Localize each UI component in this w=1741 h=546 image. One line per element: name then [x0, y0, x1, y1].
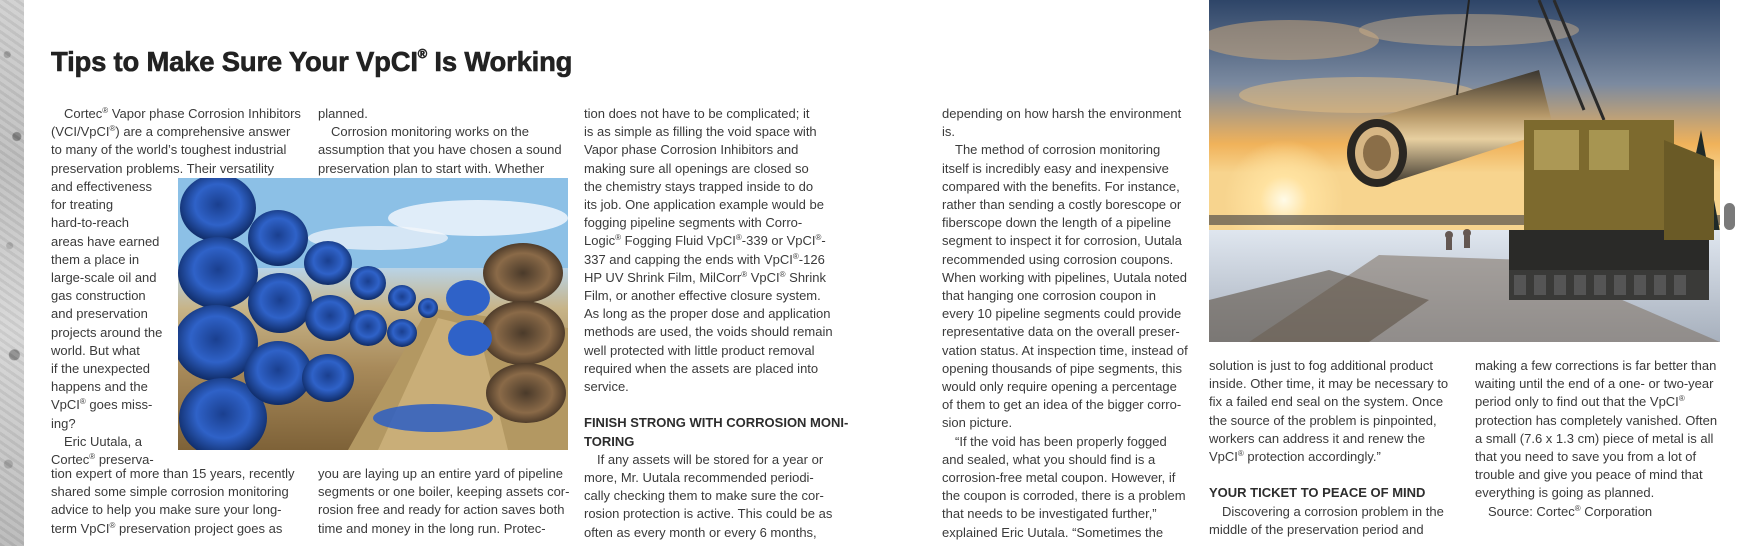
text-line: preservation plan to start with. Whether: [318, 160, 545, 176]
text-line: explained Eric Uutala. “Sometimes the: [942, 524, 1164, 540]
section-heading: TORING: [584, 433, 635, 449]
text-line: As long as the proper dose and application: [584, 306, 831, 322]
text-line: segment to inspect it for corrosion, Uutala: [942, 233, 1182, 249]
text-line: making a few corrections is far better than: [1475, 358, 1717, 373]
text-line: every 10 pipeline segments could provide: [942, 306, 1182, 322]
text-line: often as every month or every 6 months,: [584, 524, 817, 540]
text-line: HP UV Shrink Film, MilCorr® VpCI® Shrink: [584, 269, 827, 285]
text-line: The method of corrosion monitoring: [955, 142, 1161, 158]
text-line: rosion free and ready for action saves both: [318, 502, 565, 518]
text-line: tion expert of more than 15 years, recently: [51, 466, 295, 481]
text-line: [1209, 466, 1465, 484]
text-line: fogging pipeline segments with Corro-: [584, 215, 803, 231]
text-line: corrosion-free metal coupon. However, if: [942, 470, 1176, 486]
text-line: large-scale oil and: [51, 270, 157, 286]
column-6: [1475, 357, 1731, 521]
text-line: everything is going as planned.: [1475, 485, 1655, 501]
text-line: would only require opening a percentage: [942, 379, 1177, 395]
text-line: depending on how harsh the environment: [942, 106, 1182, 121]
text-line: sion picture.: [942, 415, 1013, 431]
text-line: When working with pipelines, Uutala noted: [942, 269, 1187, 285]
text-line: areas have earned: [51, 233, 160, 249]
column-5: [1209, 357, 1465, 539]
text-line: required when the assets are placed into: [584, 360, 819, 376]
text-line: Corrosion monitoring works on the: [331, 124, 529, 140]
text-line: protection has completely vanished. Often: [1475, 412, 1718, 428]
section-heading: FINISH STRONG WITH CORROSION MONI-: [584, 415, 849, 431]
text-line: itself is incredibly easy and inexpensive: [942, 160, 1169, 176]
text-line: segments or one boiler, keeping assets cor-: [318, 484, 570, 500]
text-line: period only to find out that the VpCI®: [1475, 394, 1685, 410]
text-line: rosion protection is active. This could be as: [584, 506, 833, 522]
text-line: for treating: [51, 197, 114, 213]
text-line: compared with the benefits. For instance,: [942, 178, 1180, 194]
text-line: cally checking them to make sure the cor-: [584, 488, 824, 504]
text-line: that needs to be investigated further,”: [942, 506, 1157, 522]
text-line: representative data on the overall preser-: [942, 324, 1180, 340]
text-line: you are laying up an entire yard of pipeline: [318, 466, 563, 481]
column-3: [584, 105, 849, 542]
text-line: more, Mr. Uutala recommended periodi-: [584, 470, 814, 486]
text-line: Logic® Fogging Fluid VpCI®-339 or VpCI®-: [584, 233, 826, 249]
text-line: the chemistry stays trapped inside to do: [584, 178, 814, 194]
text-line: service.: [584, 379, 629, 395]
text-line: is.: [942, 124, 955, 140]
text-line: of them to get an idea of the bigger corro-: [942, 397, 1182, 413]
text-line: advice to help you make sure your long-: [51, 502, 282, 518]
column-1-wrap-text: [51, 178, 176, 469]
section-heading: YOUR TICKET TO PEACE OF MIND: [1209, 485, 1426, 501]
text-line: recommended using corrosion coupons.: [942, 251, 1174, 267]
text-line: fix a failed end seal on the system. Once: [1209, 394, 1444, 410]
text-line: that hanging one corrosion coupon in: [942, 288, 1156, 304]
column-4: [942, 105, 1198, 542]
text-line: Cortec® Vapor phase Corrosion Inhibitors: [64, 106, 301, 121]
text-line: and preservation: [51, 306, 148, 322]
text-line: assumption that you have chosen a sound: [318, 142, 562, 158]
text-line: the coupon is corroded, there is a problem: [942, 488, 1186, 504]
stone-texture-border: [0, 0, 24, 546]
column-2-upper: [318, 105, 572, 178]
text-line: fiberscope down the length of a pipeline: [942, 215, 1172, 231]
text-line: world. But what: [51, 342, 140, 358]
text-line: projects around the: [51, 324, 163, 340]
text-line: middle of the preservation period and: [1209, 521, 1424, 537]
column-2-lower: [318, 465, 572, 538]
text-line: tion does not have to be complicated; it: [584, 106, 810, 121]
text-line: a small (7.6 x 1.3 cm) piece of metal is all: [1475, 430, 1714, 446]
text-line: [584, 396, 840, 414]
text-line: waiting until the end of a one- or two-year: [1475, 376, 1714, 392]
text-line: term VpCI® preservation project goes as: [51, 520, 283, 536]
text-line: inside. Other time, it may be necessary to: [1209, 376, 1449, 392]
text-line: if the unexpected: [51, 361, 151, 377]
text-line: planned.: [318, 106, 368, 121]
text-line: Discovering a corrosion problem in the: [1222, 503, 1444, 519]
text-line: preservation problems. Their versatility: [51, 160, 275, 176]
text-line: methods are used, the voids should remain: [584, 324, 833, 340]
text-line: workers can address it and renew the: [1209, 430, 1426, 446]
text-line: VpCI® goes miss-: [51, 397, 153, 413]
scrollbar-thumb[interactable]: [1724, 203, 1735, 230]
text-line: ing?: [51, 415, 76, 431]
text-line: (VCI/VpCI®) are a comprehensive answer: [51, 124, 291, 140]
column-1-continued: [51, 465, 305, 538]
text-line: Source: Cortec® Corporation: [1488, 503, 1653, 519]
text-line: trouble and give you peace of mind that: [1475, 467, 1703, 483]
text-line: rather than sending a costly borescope or: [942, 197, 1182, 213]
text-line: to many of the world’s toughest industrial: [51, 142, 287, 158]
text-line: them a place in: [51, 251, 140, 267]
text-line: solution is just to fog additional product: [1209, 358, 1434, 373]
text-line: is as simple as filling the void space with: [584, 124, 817, 140]
text-line: opening thousands of pipe segments, this: [942, 360, 1182, 376]
text-line: time and money in the long run. Protec-: [318, 520, 546, 536]
article-headline: Tips to Make Sure Your VpCI® Is Working: [51, 46, 573, 77]
column-1-intro: [51, 105, 305, 178]
text-line: VpCI® protection accordingly.”: [1209, 449, 1381, 465]
text-line: happens and the: [51, 379, 148, 395]
text-line: making sure all openings are closed so: [584, 160, 809, 176]
pipeline-construction-sunset-photo: [1209, 0, 1720, 342]
text-line: gas construction: [51, 288, 146, 304]
text-line: and sealed, what you should find is a: [942, 451, 1156, 467]
text-line: the source of the problem is pinpointed,: [1209, 412, 1437, 428]
text-line: Cortec® preserva-: [51, 452, 154, 468]
text-line: Film, or another effective closure system.: [584, 288, 821, 304]
text-line: well protected with little product removal: [584, 342, 815, 358]
text-line: vation status. At inspection time, instead of: [942, 342, 1188, 358]
text-line: 337 and capping the ends with VpCI®-126: [584, 251, 825, 267]
text-line: shared some simple corrosion monitoring: [51, 484, 289, 500]
blue-pipe-stacks-photo: [178, 178, 568, 450]
text-line: “If the void has been properly fogged: [955, 433, 1167, 449]
text-line: hard-to-reach: [51, 215, 130, 231]
text-line: that you need to save you from a lot of: [1475, 449, 1697, 465]
text-line: its job. One application example would be: [584, 197, 824, 213]
text-line: If any assets will be stored for a year or: [597, 451, 824, 467]
text-line: Vapor phase Corrosion Inhibitors and: [584, 142, 799, 158]
text-line: and effectiveness: [51, 179, 152, 194]
text-line: Eric Uutala, a: [64, 433, 143, 449]
